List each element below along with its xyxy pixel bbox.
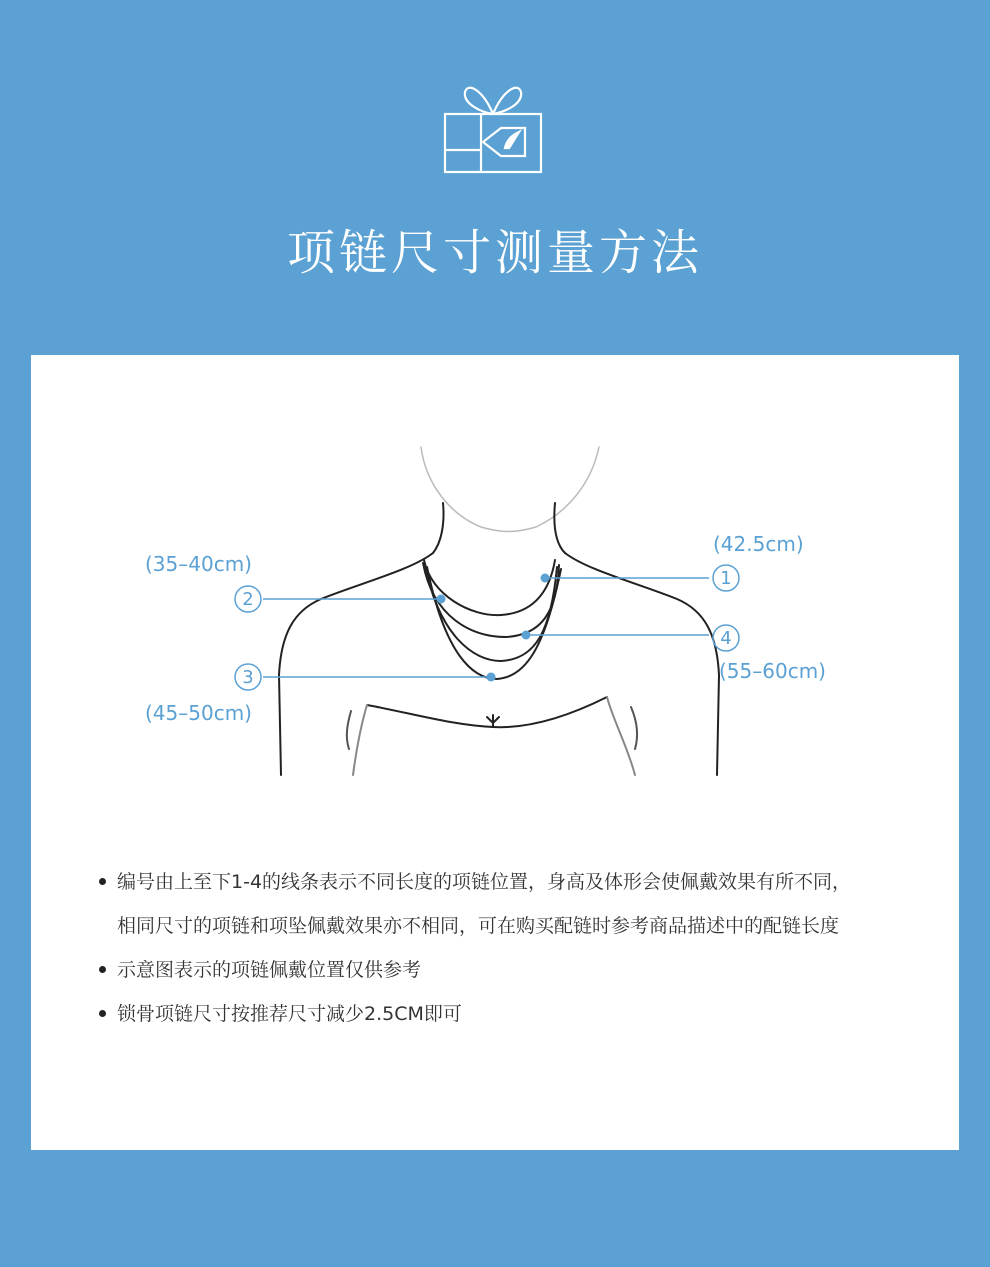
note-line: 相同尺寸的项链和项坠佩戴效果亦不相同，可在购买配链时参考商品描述中的配链长度 (117, 915, 840, 937)
gift-box-icon (443, 84, 547, 178)
marker-4-length: (55–60cm) (719, 659, 826, 683)
marker-4-number: 4 (720, 628, 732, 649)
necklace-diagram (31, 355, 959, 815)
note-line: 示意图表示的项链佩戴位置仅供参考 (117, 959, 422, 981)
note-item (97, 860, 937, 948)
content-card (31, 355, 959, 1150)
marker-2-length: (35–40cm) (145, 552, 252, 576)
note-item (97, 948, 937, 992)
marker-3-length: (45–50cm) (145, 701, 252, 725)
note-line: 编号由上至下1-4的线条表示不同长度的项链位置，身高及体形会使佩戴效果有所不同， (117, 871, 852, 893)
marker-1-number: 1 (720, 568, 732, 589)
marker-2-number: 2 (242, 589, 254, 610)
note-line: 锁骨项链尺寸按推荐尺寸减少2.5CM即可 (117, 1003, 462, 1025)
marker-3-number: 3 (242, 667, 254, 688)
notes-list (97, 860, 937, 1036)
marker-1-length: (42.5cm) (713, 532, 804, 556)
note-item (97, 992, 937, 1036)
page-title: 项链尺寸测量方法 (286, 225, 703, 281)
